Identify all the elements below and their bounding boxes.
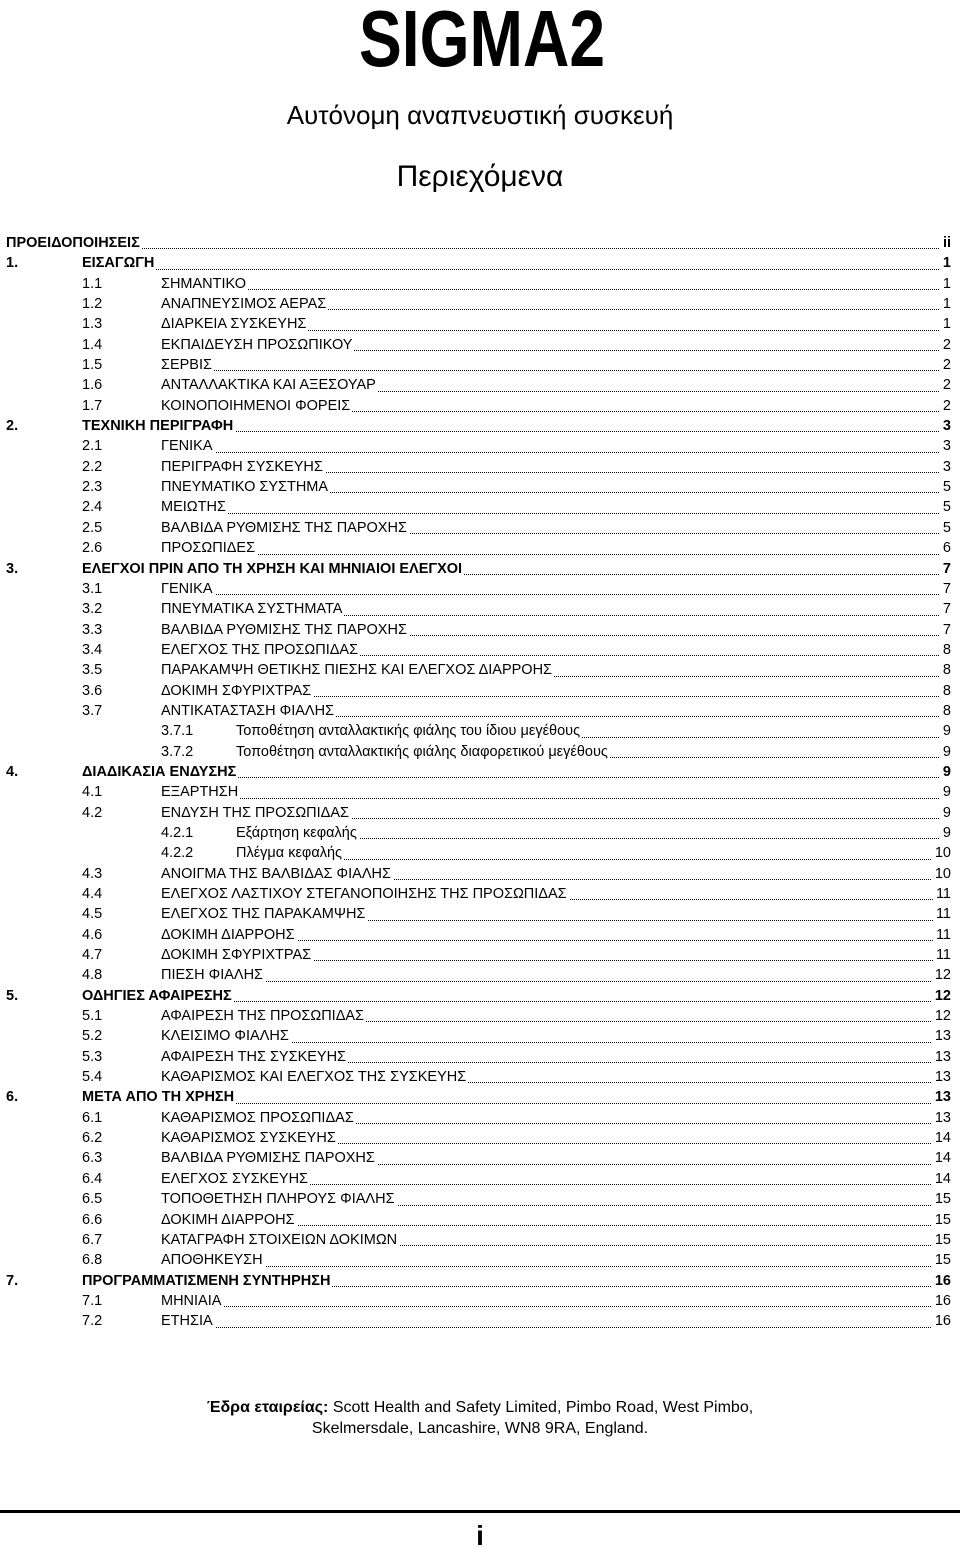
toc-entry-title: ΠΝΕΥΜΑΤΙΚΑ ΣΥΣΤΗΜΑΤΑ [161,599,344,619]
toc-entry-number: 2.1 [82,438,103,455]
toc-entry-page: 15 [932,1250,951,1270]
toc-entry-number: 6.5 [82,1191,103,1208]
toc-entry-page: 11 [933,945,951,965]
toc-entry-page: 11 [933,904,951,924]
toc-entry-page: 15 [932,1189,951,1209]
toc-entry[interactable] [6,1047,951,1067]
toc-entry[interactable] [6,1210,951,1230]
toc-entry-title: ΕΛΕΓΧΟΣ ΤΗΣ ΠΑΡΑΚΑΜΨΗΣ [161,904,367,924]
toc-entry-page: 15 [932,1230,951,1250]
toc-entry[interactable] [6,904,951,924]
toc-entry-number: 3.2 [82,601,103,618]
toc-entry-number: 4.2.2 [161,845,194,862]
toc-entry[interactable] [6,396,951,416]
toc-entry-number: 4.4 [82,886,103,902]
toc-entry[interactable] [6,355,951,375]
toc-entry-page: 16 [932,1311,951,1331]
toc-entry-page: 1 [940,294,951,314]
toc-entry[interactable] [6,782,951,802]
toc-entry[interactable] [6,335,951,355]
toc-entry-title: ΔΟΚΙΜΗ ΔΙΑΡΡΟΗΣ [161,1210,297,1230]
toc-entry-title: ΣΗΜΑΝΤΙΚΟ [161,274,248,294]
toc-entry-page: 8 [940,640,951,660]
toc-entry-title: Πλέγμα κεφαλής [236,843,344,863]
toc-entry[interactable] [6,742,951,762]
toc-entry-title: ΕΛΕΓΧΟΣ ΛΑΣΤΙΧΟΥ ΣΤΕΓΑΝΟΠΟΙΗΣΗΣ ΤΗΣ ΠΡΟΣΩΠΙΔΑΣ [161,884,569,904]
toc-entry-number: 5.3 [82,1048,103,1065]
toc-entry[interactable] [6,416,951,436]
toc-entry-title: ΠΙΕΣΗ ΦΙΑΛΗΣ [161,965,265,985]
sigma2-logo [357,0,607,83]
toc-entry-number: 6.2 [82,1130,103,1147]
toc-entry-title: ΔΟΚΙΜΗ ΔΙΑΡΡΟΗΣ [161,925,297,945]
toc-entry-title: ΔΟΚΙΜΗ ΣΦΥΡΙΧΤΡΑΣ [161,945,313,965]
toc-entry-title: ΣΕΡΒΙΣ [161,355,214,375]
toc-entry-number: 1.2 [82,296,103,313]
toc-entry-page: 12 [932,1006,951,1026]
address-line-1: Scott Health and Safety Limited, Pimbo Road, West Pimbo, [332,1399,754,1416]
toc-entry-title: ΑΦΑΙΡΕΣΗ ΤΗΣ ΠΡΟΣΩΠΙΔΑΣ [161,1006,366,1026]
toc-entry-number: 3.1 [82,580,103,597]
toc-entry-number: 4.3 [82,865,103,882]
toc-entry[interactable] [6,477,951,497]
toc-entry-title: ΑΝΤΑΛΛΑΚΤΙΚΑ ΚΑΙ ΑΞΕΣΟΥΑΡ [161,375,378,395]
toc-entry-page: 8 [940,701,951,721]
toc-entry-number: 4.7 [82,947,103,964]
toc-entry-number: 6.1 [82,1109,103,1126]
toc-entry-number: 3.3 [82,621,103,638]
dot-leader [161,798,951,799]
table-of-contents [6,233,951,1332]
toc-entry[interactable] [6,884,951,904]
contents-heading: Περιεχόμενα [396,160,564,193]
toc-entry[interactable] [6,1250,951,1270]
toc-entry-number: 2.3 [82,479,103,496]
toc-entry[interactable] [6,925,951,945]
toc-entry[interactable] [6,965,951,985]
toc-entry[interactable] [6,701,951,721]
toc-entry-page: 1 [940,274,951,294]
toc-entry-number: 1.7 [82,397,103,414]
toc-entry-number: 3.7.2 [161,743,194,760]
toc-entry-number: 1.5 [82,357,103,374]
toc-entry-number: 1.1 [82,275,103,292]
toc-entry-page: 1 [940,314,951,334]
toc-entry-title: ΚΟΙΝΟΠΟΙΗΜΕΝΟΙ ΦΟΡΕΙΣ [161,396,352,416]
toc-entry-number: 6.6 [82,1211,103,1228]
toc-entry-number: 4. [6,763,19,780]
toc-entry[interactable] [6,579,951,599]
toc-entry-title: ΕΞΑΡΤΗΣΗ [161,782,240,802]
toc-entry-number: 1.6 [82,377,103,394]
toc-entry[interactable] [6,945,951,965]
toc-entry-number: 4.2 [82,804,103,821]
toc-entry-page: 2 [940,355,951,375]
toc-entry[interactable] [6,1311,951,1331]
toc-entry-number: 5. [6,987,19,1004]
toc-entry[interactable] [6,1148,951,1168]
toc-entry-number: 3.4 [82,641,103,658]
toc-entry-title: ΠΑΡΑΚΑΜΨΗ ΘΕΤΙΚΗΣ ΠΙΕΣΗΣ ΚΑΙ ΕΛΕΓΧΟΣ ΔΙΑΡΡΟΗΣ [161,660,554,680]
toc-entry-title: ΟΔΗΓΙΕΣ ΑΦΑΙΡΕΣΗΣ [82,986,234,1006]
toc-entry-title: ΒΑΛΒΙΔΑ ΡΥΘΜΙΣΗΣ ΤΗΣ ΠΑΡΟΧΗΣ [161,518,409,538]
toc-entry-number: 6. [6,1089,19,1106]
toc-entry-page: 7 [940,620,951,640]
toc-entry[interactable] [6,721,951,741]
toc-entry-page: 13 [932,1108,951,1128]
toc-entry-page: 8 [940,660,951,680]
toc-entry[interactable] [6,436,951,456]
logo-text: SIGMA2 [359,0,605,83]
toc-entry-title: ΤΟΠΟΘΕΤΗΣΗ ΠΛΗΡΟΥΣ ΦΙΑΛΗΣ [161,1189,397,1209]
dot-leader [161,1306,951,1307]
toc-entry[interactable] [6,823,951,843]
toc-entry-title: ΜΕΙΩΤΗΣ [161,497,228,517]
toc-entry-title: ΚΑΤΑΓΡΑΦΗ ΣΤΟΙΧΕΙΩΝ ΔΟΚΙΜΩΝ [161,1230,399,1250]
toc-entry-page: 11 [933,884,951,904]
toc-entry-number: 6.3 [82,1150,103,1167]
toc-entry-page: 12 [932,986,951,1006]
footer-rule [0,1510,960,1513]
toc-entry-page: 10 [932,843,951,863]
toc-entry-page: 5 [940,518,951,538]
document-title: Αυτόνομη αναπνευστική συσκευή [286,100,674,130]
toc-entry-title: ΕΙΣΑΓΩΓΗ [82,253,156,273]
toc-entry-page: 9 [940,721,951,741]
dot-leader [161,594,951,595]
toc-entry[interactable] [6,518,951,538]
toc-entry-page: 14 [932,1169,951,1189]
dot-leader [161,554,951,555]
toc-entry[interactable] [6,843,951,863]
company-address [0,1397,960,1439]
toc-entry-page: 7 [940,559,951,579]
toc-entry-title: ΓΕΝΙΚΑ [161,436,215,456]
toc-entry-number: 7.2 [82,1313,103,1330]
toc-entry-title: ΚΑΘΑΡΙΣΜΟΣ ΣΥΣΚΕΥΗΣ [161,1128,338,1148]
toc-entry-title: ΔΟΚΙΜΗ ΣΦΥΡΙΧΤΡΑΣ [161,681,313,701]
toc-entry-number: 1.3 [82,316,103,333]
toc-entry[interactable] [6,1026,951,1046]
toc-entry-title: ΠΡΟΣΩΠΙΔΕΣ [161,538,257,558]
toc-entry[interactable] [6,457,951,477]
toc-entry-number: 2.4 [82,499,103,516]
toc-entry-title: ΑΦΑΙΡΕΣΗ ΤΗΣ ΣΥΣΚΕΥΗΣ [161,1047,348,1067]
toc-entry[interactable] [6,233,951,253]
toc-entry-title: ΒΑΛΒΙΔΑ ΡΥΘΜΙΣΗΣ ΠΑΡΟΧΗΣ [161,1148,377,1168]
toc-entry[interactable] [6,294,951,314]
toc-entry-page: 5 [940,497,951,517]
toc-entry-title: ΜΗΝΙΑΙΑ [161,1291,223,1311]
toc-entry-number: 2.6 [82,540,103,557]
toc-entry-number: 3.6 [82,682,103,699]
toc-entry-page: 15 [932,1210,951,1230]
toc-entry-page: 6 [940,538,951,558]
toc-entry-number: 6.4 [82,1170,103,1187]
toc-entry-number: 2.5 [82,519,103,536]
toc-entry-page: 7 [940,599,951,619]
toc-entry[interactable] [6,1087,951,1107]
dot-leader [161,289,951,290]
toc-entry-title: ΕΛΕΓΧΟΣ ΣΥΣΚΕΥΗΣ [161,1169,310,1189]
toc-entry-number: 5.1 [82,1008,103,1025]
toc-entry-page: 3 [940,436,951,456]
toc-entry-number: 2.2 [82,458,103,475]
address-label: Έδρα εταιρείας: [206,1399,329,1416]
toc-entry-number: 4.8 [82,967,103,984]
toc-entry-page: 3 [940,457,951,477]
toc-entry-number: 1.4 [82,336,103,353]
toc-entry[interactable] [6,559,951,579]
toc-entry-title: ΚΛΕΙΣΙΜΟ ΦΙΑΛΗΣ [161,1026,291,1046]
toc-entry[interactable] [6,375,951,395]
toc-entry[interactable] [6,681,951,701]
toc-entry[interactable] [6,538,951,558]
dot-leader [161,1327,951,1328]
toc-entry-title: ΕΛΕΓΧΟΙ ΠΡΙΝ ΑΠΟ ΤΗ ΧΡΗΣΗ ΚΑΙ ΜΗΝΙΑΙΟΙ ΕΛΕΓΧΟΙ [82,559,464,579]
toc-entry-number: 5.2 [82,1028,103,1045]
toc-entry-number: 2. [6,418,19,435]
dot-leader [161,370,951,371]
toc-entry-title: Εξάρτηση κεφαλής [236,823,359,843]
toc-entry-title: ΚΑΘΑΡΙΣΜΟΣ ΚΑΙ ΕΛΕΓΧΟΣ ΤΗΣ ΣΥΣΚΕΥΗΣ [161,1067,468,1087]
toc-entry-number: 4.6 [82,926,103,943]
toc-entry-title: ΚΑΘΑΡΙΣΜΟΣ ΠΡΟΣΩΠΙΔΑΣ [161,1108,356,1128]
toc-entry-page: 9 [940,803,951,823]
toc-entry-page: 13 [932,1026,951,1046]
toc-entry[interactable] [6,864,951,884]
toc-entry-title: ΠΕΡΙΓΡΑΦΗ ΣΥΣΚΕΥΗΣ [161,457,325,477]
toc-entry-page: 8 [940,681,951,701]
toc-entry-title: Τοποθέτηση ανταλλακτικής φιάλης του ίδιου μεγέθους [236,721,582,741]
dot-leader [6,248,951,249]
toc-entry-title: ΤΕΧΝΙΚΗ ΠΕΡΙΓΡΑΦΗ [82,416,235,436]
toc-entry-page: 14 [932,1148,951,1168]
toc-entry[interactable] [6,1067,951,1087]
toc-entry-title: ΑΠΟΘΗΚΕΥΣΗ [161,1250,265,1270]
toc-entry-title: ΓΕΝΙΚΑ [161,579,215,599]
toc-entry-page: 11 [933,925,951,945]
toc-entry-title: ΜΕΤΑ ΑΠΟ ΤΗ ΧΡΗΣΗ [82,1087,236,1107]
toc-entry-title: ΕΚΠΑΙΔΕΥΣΗ ΠΡΟΣΩΠΙΚΟΥ [161,335,354,355]
toc-entry-title: ΑΝΤΙΚΑΤΑΣΤΑΣΗ ΦΙΑΛΗΣ [161,701,336,721]
toc-entry-number: 3.5 [82,662,103,679]
toc-entry[interactable] [6,253,951,273]
toc-entry-page: 9 [940,823,951,843]
toc-entry-title: Τοποθέτηση ανταλλακτικής φιάλης διαφορετικού μεγέθους [236,742,610,762]
toc-entry-number: 4.5 [82,906,103,923]
toc-entry-title: ΠΡΟΕΙΔΟΠΟΙΗΣΕΙΣ [6,233,142,253]
address-line-2: Skelmersdale, Lancashire, WN8 9RA, England. [311,1420,649,1437]
toc-entry-number: 3. [6,560,19,577]
toc-entry-page: 16 [932,1291,951,1311]
toc-entry-page: 9 [940,782,951,802]
toc-entry-page: 10 [932,864,951,884]
toc-entry-number: 7.1 [82,1292,103,1309]
toc-entry-number: 4.1 [82,784,103,801]
dot-leader [82,269,951,270]
toc-entry-page: 14 [932,1128,951,1148]
toc-entry-page: 13 [932,1087,951,1107]
toc-entry[interactable] [6,314,951,334]
toc-entry[interactable] [6,660,951,680]
toc-entry[interactable] [6,762,951,782]
toc-entry[interactable] [6,1291,951,1311]
toc-entry-title: ΔΙΑΡΚΕΙΑ ΣΥΣΚΕΥΗΣ [161,314,308,334]
toc-entry-title: ΕΛΕΓΧΟΣ ΤΗΣ ΠΡΟΣΩΠΙΔΑΣ [161,640,360,660]
toc-entry-number: 3.7 [82,702,103,719]
toc-entry-title: ΕΝΔΥΣΗ ΤΗΣ ΠΡΟΣΩΠΙΔΑΣ [161,803,351,823]
dot-leader [161,452,951,453]
toc-entry-title: ΑΝΟΙΓΜΑ ΤΗΣ ΒΑΛΒΙΔΑΣ ΦΙΑΛΗΣ [161,864,393,884]
toc-entry-page: 2 [940,396,951,416]
toc-entry-number: 1. [6,255,19,272]
toc-entry[interactable] [6,497,951,517]
toc-entry[interactable] [6,640,951,660]
toc-entry-title: ΑΝΑΠΝΕΥΣΙΜΟΣ ΑΕΡΑΣ [161,294,328,314]
toc-entry-page: 2 [940,335,951,355]
toc-entry-page: 2 [940,375,951,395]
toc-entry-title: ΕΤΗΣΙΑ [161,1311,215,1331]
toc-entry-page: 5 [940,477,951,497]
toc-entry-page: 7 [940,579,951,599]
toc-entry[interactable] [6,1189,951,1209]
toc-entry[interactable] [6,1169,951,1189]
toc-entry-page: 13 [932,1047,951,1067]
toc-entry-number: 4.2.1 [161,824,194,841]
toc-entry-title: ΔΙΑΔΙΚΑΣΙΑ ΕΝΔΥΣΗΣ [82,762,238,782]
dot-leader [161,981,951,982]
toc-entry-number: 6.8 [82,1252,103,1269]
toc-entry-number: 3.7.1 [161,723,194,740]
toc-entry[interactable] [6,1230,951,1250]
toc-entry-number: 6.7 [82,1231,103,1248]
dot-leader [161,1266,951,1267]
toc-entry-page: 13 [932,1067,951,1087]
toc-entry[interactable] [6,599,951,619]
toc-entry-number: 5.4 [82,1069,103,1086]
toc-entry[interactable] [6,1128,951,1148]
toc-entry-page: 12 [932,965,951,985]
toc-entry-page: 1 [940,253,951,273]
toc-entry[interactable] [6,986,951,1006]
toc-entry-title: ΒΑΛΒΙΔΑ ΡΥΘΜΙΣΗΣ ΤΗΣ ΠΑΡΟΧΗΣ [161,620,409,640]
dot-leader [161,513,951,514]
toc-entry-page: 16 [932,1271,951,1291]
page-number: i [476,1520,484,1551]
toc-entry-title: ΠΝΕΥΜΑΤΙΚΟ ΣΥΣΤΗΜΑ [161,477,330,497]
toc-entry[interactable] [6,1006,951,1026]
toc-entry[interactable] [6,620,951,640]
toc-entry-page: 9 [940,762,951,782]
toc-entry-page: 9 [940,742,951,762]
toc-entry-page: 3 [940,416,951,436]
toc-entry-page: ii [940,233,951,253]
toc-entry[interactable] [6,274,951,294]
toc-entry[interactable] [6,1108,951,1128]
toc-entry[interactable] [6,1271,951,1291]
toc-entry-number: 7. [6,1272,19,1289]
toc-entry[interactable] [6,803,951,823]
toc-entry-title: ΠΡΟΓΡΑΜΜΑΤΙΣΜΕΝΗ ΣΥΝΤΗΡΗΣΗ [82,1271,332,1291]
